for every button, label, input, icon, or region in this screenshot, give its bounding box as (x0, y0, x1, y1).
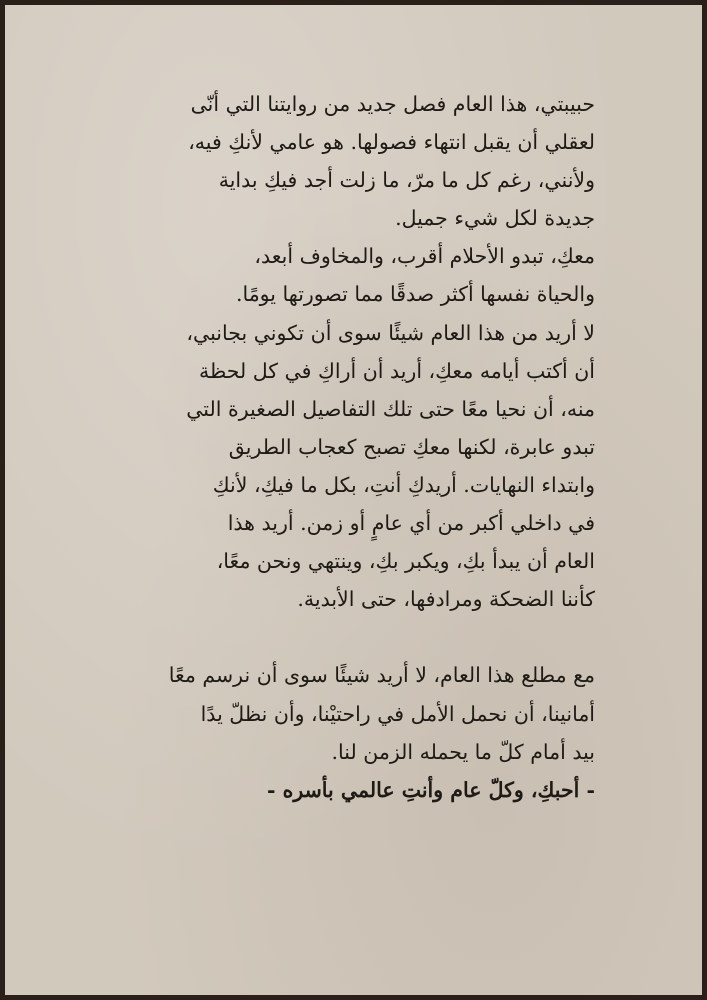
paragraph-gap (115, 618, 595, 656)
letter-line: جديدة لكل شيء جميل. (395, 206, 595, 231)
letter-line: حبيبتي، هذا العام فصل جديد من روايتنا التي أنّى (190, 92, 595, 116)
letter-line: بيد أمام كلّ ما يحمله الزمن لنا. (331, 739, 595, 764)
letter-line: تبدو عابرة، لكنها معكِ تصبح كعجاب الطريق (228, 434, 595, 459)
letter-line: في داخلي أكبر من أي عامٍ أو زمن. أريد هذا (227, 511, 595, 536)
letter-line: معكِ، تبدو الأحلام أقرب، والمخاوف أبعد، (254, 244, 595, 269)
letter-line: وابتداء النهايات. أريدكِ أنتِ، بكل ما فيكِ، لأنكِ (212, 472, 595, 497)
letter-text (115, 85, 595, 809)
letter-line: ولأنني، رغم كل ما مرّ، ما زلت أجد فيكِ بداية (218, 168, 595, 193)
letter-line: مع مطلع هذا العام، لا أريد شيئًا سوى أن نرسم معًا (168, 663, 595, 688)
letter-line: منه، أن نحيا معًا حتى تلك التفاصيل الصغيرة التي (186, 396, 595, 421)
letter-line: أمانينا، أن نحمل الأمل في راحتيْنا، وأن نظلّ يدًا (200, 701, 595, 726)
letter-line: كأننا الضحكة ومرادفها، حتى الأبدية. (297, 587, 595, 612)
letter-line: العام أن يبدأ بكِ، ويكبر بكِ، وينتهي ونحن معًا، (216, 549, 595, 574)
letter-line: لعقلي أن يقبل انتهاء فصولها. هو عامي لأنكِ فيه، (188, 130, 595, 155)
letter-line: لا أريد من هذا العام شيئًا سوى أن تكوني بجانبي، (186, 320, 595, 345)
signature-line: - أحبكِ، وكلّ عام وأنتِ عالمي بأسره - (266, 777, 595, 802)
letter-line: والحياة نفسها أكثر صدقًا مما تصورتها يومًا. (235, 282, 595, 307)
paper-page (5, 5, 702, 995)
letter-line: أن أكتب أيامه معكِ، أريد أن أراكِ في كل لحظة (198, 358, 595, 383)
